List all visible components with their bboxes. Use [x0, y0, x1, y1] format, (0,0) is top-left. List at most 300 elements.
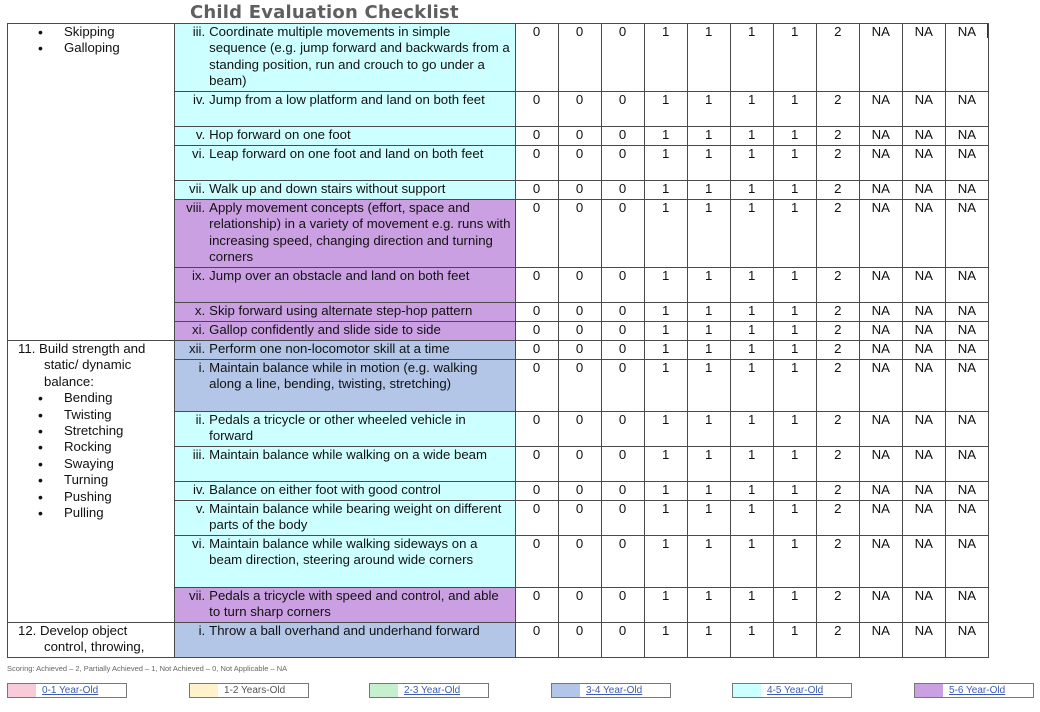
legend-label[interactable]: 5-6 Year-Old	[949, 685, 1006, 696]
legend-3-4[interactable]	[551, 683, 671, 698]
score-cell[interactable]: 0	[601, 623, 644, 658]
score-cell[interactable]: 2	[816, 536, 859, 588]
score-cell[interactable]: NA	[902, 322, 945, 341]
score-cell[interactable]: 1	[687, 482, 730, 501]
indicator-cell	[175, 303, 515, 322]
score-cell[interactable]: 1	[687, 360, 730, 412]
score-cell[interactable]: 0	[558, 482, 601, 501]
score-cell[interactable]: 0	[601, 412, 644, 447]
score-cell[interactable]: NA	[902, 341, 945, 360]
indicator	[177, 623, 512, 639]
skill-bullet-item: • Turning	[10, 472, 172, 488]
score-cell[interactable]: 0	[558, 536, 601, 588]
indicator	[177, 482, 512, 498]
score-cell[interactable]: 1	[687, 412, 730, 447]
indicator-text: Jump over an obstacle and land on both feet	[209, 268, 470, 283]
score-cell[interactable]: NA	[859, 501, 902, 536]
indicator-cell	[175, 341, 515, 360]
score-cell[interactable]: NA	[902, 501, 945, 536]
score-cell[interactable]: 2	[816, 447, 859, 482]
score-cell[interactable]: NA	[945, 24, 988, 92]
indicator	[177, 501, 512, 534]
skill-title-line: control, throwing,	[44, 639, 145, 655]
skill-title: Develop object	[40, 623, 128, 638]
score-cell[interactable]: 0	[601, 447, 644, 482]
indicator-text: Jump from a low platform and land on both feet	[209, 92, 485, 107]
skill-bullet-item: • Pushing	[10, 489, 172, 505]
legend-swatch	[8, 684, 36, 697]
indicator	[177, 412, 512, 445]
legend-2-3[interactable]	[369, 683, 489, 698]
score-cell[interactable]: NA	[945, 322, 988, 341]
indicator-cell	[175, 200, 515, 268]
legend-label[interactable]: 3-4 Year-Old	[586, 685, 643, 696]
score-cell[interactable]: 1	[644, 181, 687, 200]
score-cell[interactable]: 0	[558, 127, 601, 146]
score-cell[interactable]: 0	[558, 412, 601, 447]
legend-swatch	[552, 684, 580, 697]
score-cell[interactable]: 0	[558, 447, 601, 482]
score-cell[interactable]: 1	[687, 303, 730, 322]
indicator-cell	[175, 482, 515, 501]
legend-label[interactable]: 4-5 Year-Old	[767, 685, 824, 696]
indicator-number: viii.	[186, 200, 206, 215]
indicator-text: Walk up and down stairs without support	[209, 181, 446, 196]
score-cell[interactable]: NA	[859, 322, 902, 341]
score-cell[interactable]: NA	[859, 92, 902, 127]
score-cell[interactable]: 1	[644, 303, 687, 322]
table-row	[8, 341, 989, 360]
score-cell[interactable]: 0	[515, 447, 558, 482]
score-cell[interactable]: 2	[816, 322, 859, 341]
legend-swatch	[733, 684, 761, 697]
score-cell[interactable]: NA	[945, 181, 988, 200]
score-cell[interactable]: 1	[730, 360, 773, 412]
score-cell[interactable]: 0	[558, 181, 601, 200]
score-cell[interactable]: 1	[730, 341, 773, 360]
score-cell[interactable]: NA	[945, 200, 988, 268]
score-cell[interactable]: 0	[515, 501, 558, 536]
score-cell[interactable]: 0	[601, 501, 644, 536]
score-cell[interactable]: 1	[773, 482, 816, 501]
score-cell[interactable]: NA	[859, 447, 902, 482]
score-cell[interactable]: NA	[859, 127, 902, 146]
skill-title: Build strength and	[39, 341, 146, 356]
score-cell[interactable]: NA	[902, 24, 945, 92]
score-cell[interactable]: NA	[859, 482, 902, 501]
score-cell[interactable]: 1	[773, 200, 816, 268]
score-cell[interactable]: NA	[945, 412, 988, 447]
score-cell[interactable]: 1	[773, 447, 816, 482]
score-cell[interactable]: NA	[859, 360, 902, 412]
score-cell[interactable]: 1	[730, 588, 773, 623]
score-cell[interactable]: NA	[945, 536, 988, 588]
score-cell[interactable]: NA	[859, 146, 902, 181]
score-cell[interactable]: 0	[558, 501, 601, 536]
score-cell[interactable]: 1	[644, 412, 687, 447]
indicator-cell	[175, 322, 515, 341]
score-cell[interactable]: 1	[773, 146, 816, 181]
score-cell[interactable]: 1	[644, 588, 687, 623]
page-title: Child Evaluation Checklist	[190, 2, 459, 23]
score-cell[interactable]: 2	[816, 501, 859, 536]
score-cell[interactable]: 1	[773, 127, 816, 146]
score-cell[interactable]: 0	[515, 303, 558, 322]
score-cell[interactable]: 1	[644, 24, 687, 92]
score-cell[interactable]: 2	[816, 482, 859, 501]
legend-label[interactable]: 0-1 Year-Old	[42, 685, 99, 696]
score-cell[interactable]: 0	[558, 623, 601, 658]
skill-title-line: balance:	[44, 373, 94, 389]
score-cell[interactable]: 0	[515, 412, 558, 447]
score-cell[interactable]: 2	[816, 24, 859, 92]
score-cell[interactable]: NA	[859, 623, 902, 658]
score-cell[interactable]: NA	[945, 268, 988, 303]
score-cell[interactable]: 0	[558, 322, 601, 341]
indicator	[177, 92, 512, 108]
score-cell[interactable]: 1	[644, 623, 687, 658]
indicator-cell	[175, 536, 515, 588]
score-cell[interactable]: 0	[601, 24, 644, 92]
indicator	[177, 200, 512, 266]
legend-4-5[interactable]	[732, 683, 852, 698]
indicator-cell	[175, 146, 515, 181]
score-cell[interactable]: 0	[515, 146, 558, 181]
score-cell[interactable]: 1	[687, 447, 730, 482]
indicator-number: v.	[195, 501, 206, 516]
score-cell[interactable]: 1	[687, 322, 730, 341]
score-cell[interactable]: NA	[945, 623, 988, 658]
indicator-text: Throw a ball overhand and underhand forward	[209, 623, 480, 638]
score-cell[interactable]: NA	[945, 447, 988, 482]
score-cell[interactable]: NA	[902, 412, 945, 447]
score-cell[interactable]: NA	[902, 447, 945, 482]
score-cell[interactable]: NA	[945, 588, 988, 623]
indicator	[177, 146, 512, 162]
score-cell[interactable]: NA	[902, 92, 945, 127]
score-cell[interactable]: 2	[816, 360, 859, 412]
score-cell[interactable]: 1	[687, 588, 730, 623]
indicator	[177, 536, 512, 569]
score-cell[interactable]: 1	[730, 412, 773, 447]
score-cell[interactable]: 0	[558, 360, 601, 412]
score-cell[interactable]: 0	[515, 181, 558, 200]
legend-5-6[interactable]	[914, 683, 1034, 698]
score-cell[interactable]: 1	[644, 536, 687, 588]
score-cell[interactable]: 1	[730, 200, 773, 268]
score-cell[interactable]: NA	[859, 536, 902, 588]
skill-bullet-list	[10, 390, 172, 521]
indicator	[177, 341, 512, 357]
indicator-text: Coordinate multiple movements in simple sequence (e.g. jump forward and backwards from a standing position, run and crouch to go under a beam)	[209, 24, 510, 89]
score-cell[interactable]: 0	[558, 200, 601, 268]
score-cell[interactable]: 1	[730, 322, 773, 341]
score-cell[interactable]: 1	[730, 268, 773, 303]
indicator-text: Maintain balance while bearing weight on different parts of the body	[209, 501, 502, 533]
score-cell[interactable]: NA	[902, 360, 945, 412]
table-row	[8, 24, 989, 92]
score-cell[interactable]: 0	[515, 341, 558, 360]
score-cell[interactable]: 1	[773, 341, 816, 360]
indicator-cell	[175, 127, 515, 146]
score-cell[interactable]: 1	[644, 127, 687, 146]
score-cell[interactable]: 1	[644, 268, 687, 303]
score-cell[interactable]: 1	[730, 303, 773, 322]
score-cell[interactable]: 1	[730, 146, 773, 181]
skill-title-line: static/ dynamic	[44, 357, 132, 373]
score-cell[interactable]: 1	[644, 482, 687, 501]
score-cell[interactable]: 1	[773, 536, 816, 588]
score-cell[interactable]: 0	[515, 92, 558, 127]
score-cell[interactable]: 2	[816, 623, 859, 658]
indicator-cell	[175, 501, 515, 536]
score-cell[interactable]: 1	[687, 341, 730, 360]
score-cell[interactable]: 0	[558, 341, 601, 360]
indicator-cell	[175, 360, 515, 412]
indicator	[177, 303, 512, 319]
indicator-text: Maintain balance while walking sideways on a beam direction, steering around wide corners	[209, 536, 478, 568]
score-cell[interactable]: 1	[687, 268, 730, 303]
score-cell[interactable]: 1	[773, 501, 816, 536]
skill-number: 11.	[18, 341, 36, 356]
indicator-number: vii.	[189, 588, 206, 603]
score-cell[interactable]: 2	[816, 412, 859, 447]
score-cell[interactable]: 1	[730, 92, 773, 127]
indicator-number: ix.	[191, 268, 206, 283]
indicator-number: v.	[195, 127, 206, 142]
score-cell[interactable]: 1	[687, 92, 730, 127]
indicator-number: vii.	[189, 181, 206, 196]
indicator-cell	[175, 24, 515, 92]
score-cell[interactable]: 1	[773, 24, 816, 92]
score-cell[interactable]: 0	[558, 588, 601, 623]
indicator-text: Pedals a tricycle with speed and control, and able to turn sharp corners	[209, 588, 499, 620]
indicator	[177, 322, 512, 338]
score-cell[interactable]: NA	[902, 268, 945, 303]
score-cell[interactable]: NA	[945, 360, 988, 412]
indicator-number: iii.	[192, 24, 206, 39]
score-cell[interactable]: 0	[558, 24, 601, 92]
skill-number: 12.	[18, 623, 37, 638]
score-cell[interactable]: 1	[644, 146, 687, 181]
skill-cell	[8, 24, 175, 341]
score-cell[interactable]: 1	[687, 501, 730, 536]
score-cell[interactable]: NA	[945, 303, 988, 322]
indicator-number: iii.	[192, 447, 206, 462]
score-cell[interactable]: 1	[773, 268, 816, 303]
score-cell[interactable]: 0	[601, 303, 644, 322]
score-cell[interactable]: NA	[902, 127, 945, 146]
score-cell[interactable]: 2	[816, 181, 859, 200]
score-cell[interactable]: NA	[945, 127, 988, 146]
score-cell[interactable]: 0	[558, 146, 601, 181]
indicator	[177, 588, 512, 621]
legend-1-2[interactable]	[189, 683, 309, 698]
indicator-cell	[175, 92, 515, 127]
score-cell[interactable]: 1	[687, 200, 730, 268]
score-cell[interactable]: 1	[730, 623, 773, 658]
score-cell[interactable]: 1	[773, 181, 816, 200]
score-cell[interactable]: NA	[902, 536, 945, 588]
score-cell[interactable]: 0	[558, 303, 601, 322]
score-cell[interactable]: NA	[859, 200, 902, 268]
score-cell[interactable]: 1	[730, 482, 773, 501]
score-cell[interactable]: 0	[601, 146, 644, 181]
score-cell[interactable]: 1	[773, 322, 816, 341]
score-cell[interactable]: 0	[601, 588, 644, 623]
score-cell[interactable]: 1	[773, 412, 816, 447]
score-cell[interactable]: 0	[515, 623, 558, 658]
score-cell[interactable]: 1	[644, 92, 687, 127]
indicator-cell	[175, 268, 515, 303]
score-cell[interactable]: 1	[687, 623, 730, 658]
score-cell[interactable]: 1	[644, 360, 687, 412]
indicator-number: iv.	[192, 92, 206, 107]
score-cell[interactable]: NA	[945, 341, 988, 360]
score-cell[interactable]: 1	[644, 447, 687, 482]
score-cell[interactable]: 1	[730, 501, 773, 536]
score-cell[interactable]: 0	[601, 322, 644, 341]
score-cell[interactable]: 0	[515, 482, 558, 501]
score-cell[interactable]: 0	[601, 181, 644, 200]
indicator-text: Maintain balance while in motion (e.g. walking along a line, bending, twisting, stretching)	[209, 360, 478, 392]
score-cell[interactable]: 0	[515, 200, 558, 268]
score-cell[interactable]: 1	[687, 146, 730, 181]
indicator-number: xii.	[189, 341, 206, 356]
indicator-cell	[175, 447, 515, 482]
checklist-table	[7, 23, 989, 658]
score-cell[interactable]: 0	[601, 92, 644, 127]
indicator-number: iv.	[192, 482, 206, 497]
score-cell[interactable]: NA	[902, 200, 945, 268]
score-cell[interactable]: 1	[730, 447, 773, 482]
score-cell[interactable]: 0	[515, 536, 558, 588]
score-cell[interactable]: 0	[601, 341, 644, 360]
score-cell[interactable]: NA	[859, 181, 902, 200]
score-cell[interactable]: 0	[601, 360, 644, 412]
legend-label[interactable]: 2-3 Year-Old	[404, 685, 461, 696]
indicator-number: i.	[198, 623, 206, 638]
score-cell[interactable]: 0	[515, 24, 558, 92]
score-cell[interactable]: 2	[816, 200, 859, 268]
score-cell[interactable]: 0	[601, 200, 644, 268]
score-cell[interactable]: 0	[558, 268, 601, 303]
score-cell[interactable]: 0	[558, 92, 601, 127]
score-cell[interactable]: 2	[816, 92, 859, 127]
score-cell[interactable]: NA	[859, 268, 902, 303]
score-cell[interactable]: 1	[730, 181, 773, 200]
score-cell[interactable]: NA	[902, 146, 945, 181]
indicator-cell	[175, 181, 515, 200]
score-cell[interactable]: 1	[730, 536, 773, 588]
skill-cell	[8, 623, 175, 658]
score-cell[interactable]: NA	[945, 501, 988, 536]
score-cell[interactable]: NA	[902, 181, 945, 200]
score-cell[interactable]: NA	[945, 146, 988, 181]
score-cell[interactable]: 0	[515, 268, 558, 303]
score-cell[interactable]: 1	[644, 501, 687, 536]
legend-label: 1-2 Years-Old	[224, 685, 286, 696]
score-cell[interactable]: 0	[515, 127, 558, 146]
score-cell[interactable]: 0	[601, 127, 644, 146]
indicator-text: Gallop confidently and slide side to side	[209, 322, 441, 337]
legend-swatch	[915, 684, 943, 697]
score-cell[interactable]: NA	[859, 412, 902, 447]
indicator-text: Pedals a tricycle or other wheeled vehicle in forward	[209, 412, 466, 444]
indicator	[177, 181, 512, 197]
skill-heading	[10, 623, 172, 639]
score-cell[interactable]: NA	[859, 341, 902, 360]
score-cell[interactable]: NA	[945, 482, 988, 501]
score-cell[interactable]: 1	[644, 200, 687, 268]
score-cell[interactable]: NA	[859, 303, 902, 322]
indicator-text: Balance on either foot with good control	[209, 482, 441, 497]
score-cell[interactable]: NA	[902, 303, 945, 322]
score-cell[interactable]: 2	[816, 127, 859, 146]
score-cell[interactable]: 1	[644, 322, 687, 341]
score-cell[interactable]: 0	[515, 360, 558, 412]
score-cell[interactable]: 1	[687, 127, 730, 146]
score-cell[interactable]: 2	[816, 268, 859, 303]
score-cell[interactable]: NA	[945, 92, 988, 127]
score-cell[interactable]: 1	[773, 360, 816, 412]
indicator-cell	[175, 588, 515, 623]
indicator-text: Apply movement concepts (effort, space and relationship) in a variety of movement e.g. runs with increasing speed, changing direction and turning corners	[209, 200, 511, 265]
indicator-text: Hop forward on one foot	[209, 127, 351, 142]
score-cell[interactable]: 2	[816, 341, 859, 360]
score-cell[interactable]: 1	[773, 92, 816, 127]
indicator-cell	[175, 412, 515, 447]
score-cell[interactable]: NA	[859, 24, 902, 92]
score-cell[interactable]: 1	[730, 24, 773, 92]
indicator-number: i.	[198, 360, 206, 375]
legend-0-1[interactable]	[7, 683, 127, 698]
score-cell[interactable]: 0	[515, 588, 558, 623]
score-cell[interactable]: NA	[902, 588, 945, 623]
score-cell[interactable]: 1	[687, 536, 730, 588]
skill-cell	[8, 341, 175, 623]
indicator-text: Maintain balance while walking on a wide beam	[209, 447, 487, 462]
indicator	[177, 24, 512, 90]
skill-bullet-item: • Rocking	[10, 439, 172, 455]
score-cell[interactable]: 2	[816, 146, 859, 181]
legend-swatch	[190, 684, 218, 697]
score-cell[interactable]: 0	[601, 536, 644, 588]
skill-bullet-item: • Galloping	[10, 40, 172, 56]
indicator-text: Skip forward using alternate step-hop pattern	[209, 303, 473, 318]
score-cell[interactable]: 1	[730, 127, 773, 146]
indicator-number: ii.	[195, 412, 206, 427]
indicator-number: x.	[194, 303, 206, 318]
score-cell[interactable]: 1	[687, 181, 730, 200]
score-cell[interactable]: 1	[644, 341, 687, 360]
score-cell[interactable]: 2	[816, 303, 859, 322]
score-cell[interactable]: 1	[687, 24, 730, 92]
score-cell[interactable]: 0	[601, 268, 644, 303]
score-cell[interactable]: 0	[515, 322, 558, 341]
score-cell[interactable]: NA	[859, 588, 902, 623]
score-cell[interactable]: 1	[773, 303, 816, 322]
skill-bullet-item: • Swaying	[10, 456, 172, 472]
score-cell[interactable]: 1	[773, 623, 816, 658]
score-cell[interactable]: NA	[902, 623, 945, 658]
score-cell[interactable]: NA	[902, 482, 945, 501]
score-cell[interactable]: 1	[773, 588, 816, 623]
score-cell[interactable]: 2	[816, 588, 859, 623]
skill-heading	[10, 341, 172, 357]
score-cell[interactable]: 0	[601, 482, 644, 501]
skill-bullet-item: • Bending	[10, 390, 172, 406]
